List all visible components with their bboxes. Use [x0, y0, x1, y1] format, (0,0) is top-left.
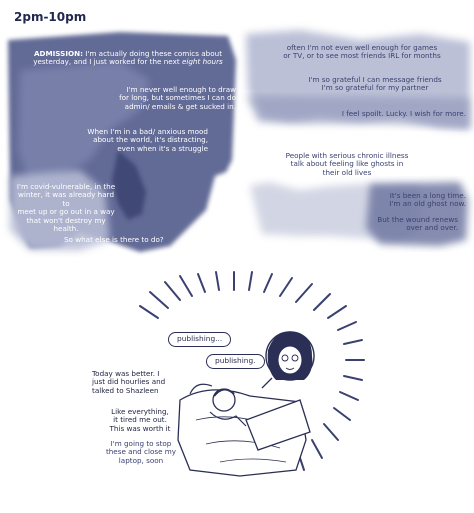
p1-covid-text: I'm covid-vulnerable, in the winter, it was already hard to meet up or go out in a way that won't destroy my health.	[16, 182, 116, 234]
page-title: 2pm-10pm	[14, 10, 87, 24]
admission-rest: I'm actually doing these comics about	[83, 49, 223, 58]
p2-spoilt-text: I feel spoilt. Lucky. I wish for more.	[341, 109, 466, 118]
admission-lead: ADMISSION:	[33, 49, 84, 58]
speech-bubble-1: publishing...	[168, 332, 231, 347]
p3-today-text: Today was better. I just did hourlies and talked to Shazleen	[92, 369, 166, 395]
p2-wound-text: But the wound renews over and over.	[377, 215, 458, 233]
p1-mood-text: When I'm in a bad/ anxious mood about the world, it's distracting, even when it's a struggle	[87, 127, 208, 153]
p1-draw-text: I'm never well enough to draw for long, but sometimes I can do admin/ emails & get sucked in.	[119, 85, 236, 111]
p2-ghosts-text: People with serious chronic illness talk about feeling like ghosts in their old lives	[285, 151, 409, 177]
p2-grateful-text: I'm so grateful I can message friends I'm so grateful for my partner	[308, 75, 442, 93]
p2-longtime-text: It's been a long time. I'm an old ghost now.	[389, 191, 466, 209]
admission-emph: eight hours	[181, 57, 223, 67]
p1-what-text: So what else is there to do?	[64, 235, 164, 244]
admission-line2: yesterday, and I just worked for the next	[33, 57, 180, 67]
p3-stop-text: I'm going to stop these and close my laptop, soon	[105, 439, 177, 465]
p2-games-text: often I'm not even well enough for games or TV, or to see most friends IRL for months	[283, 43, 441, 61]
p3-tired-text: Like everything, it tired me out. This was worth it	[109, 407, 171, 433]
speech-bubble-2: publishing.	[206, 354, 265, 369]
